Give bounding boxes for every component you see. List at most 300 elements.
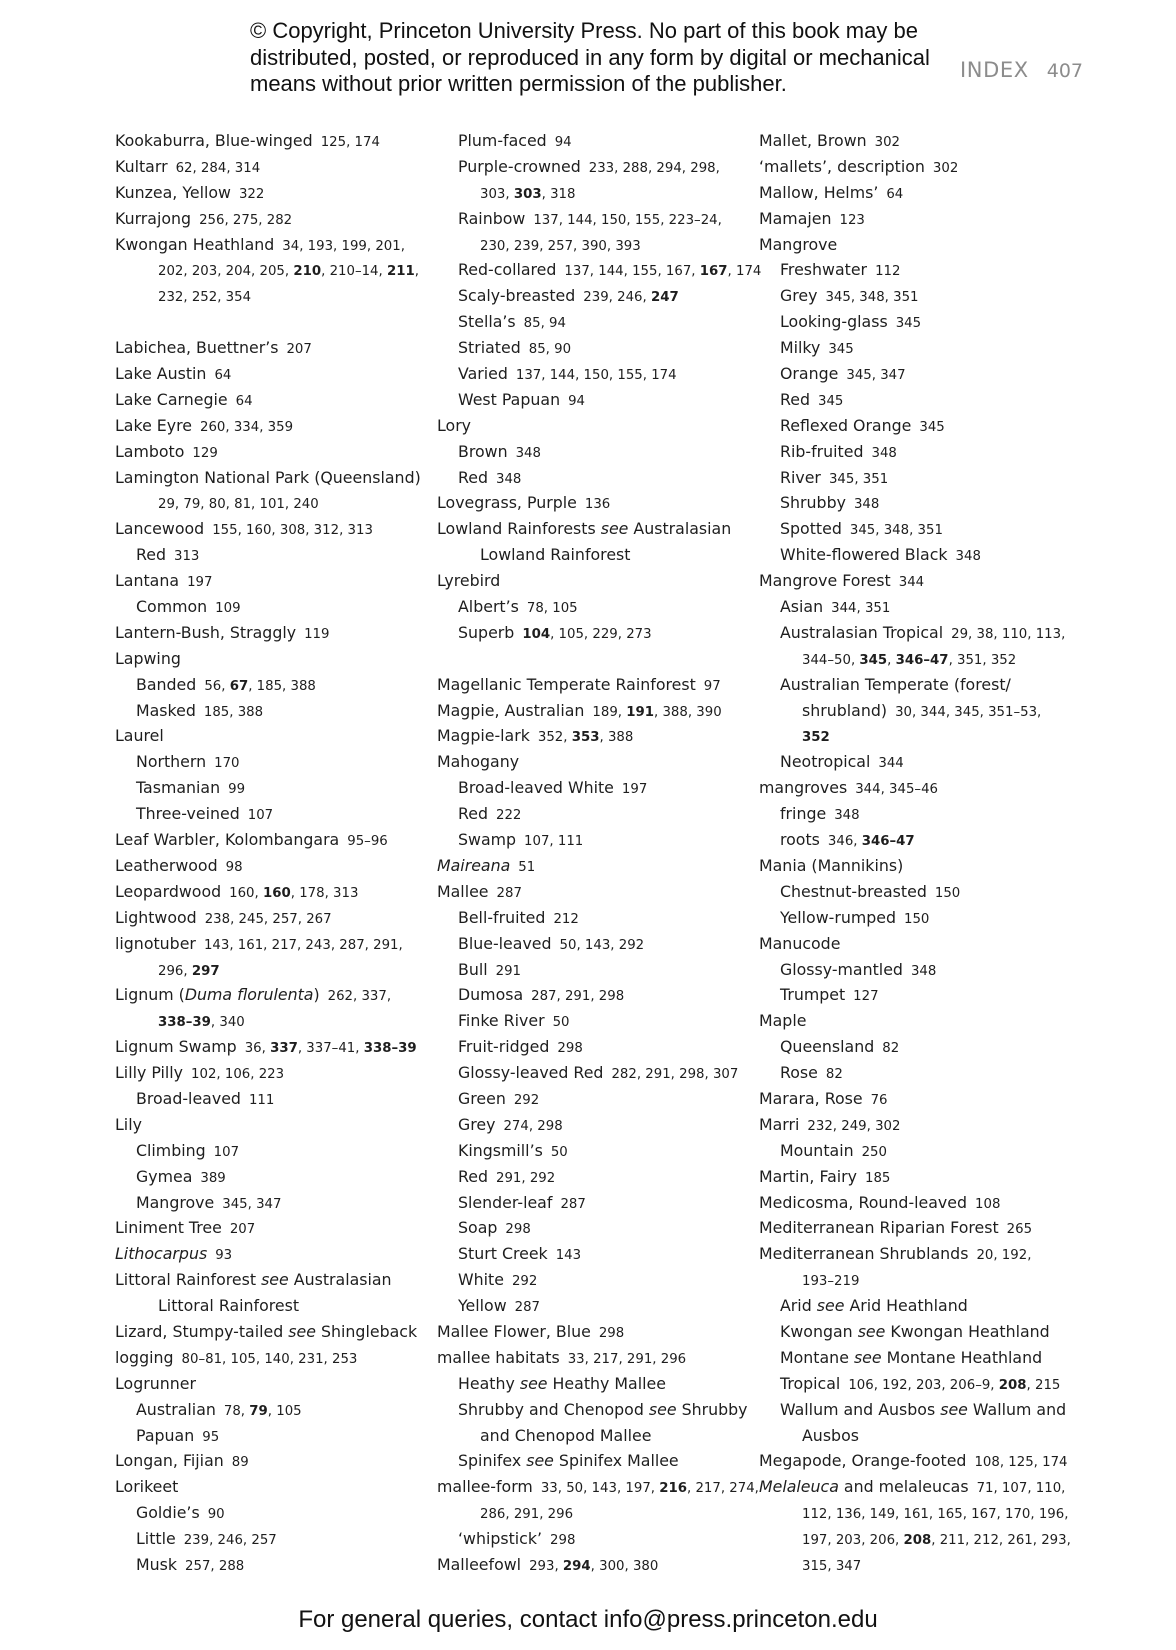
copyright-line: distributed, posted, or reproduced in any form by digital or mechanical [250, 44, 930, 70]
index-entry [437, 516, 767, 542]
index-continuation [437, 542, 767, 568]
index-subentry [759, 620, 1089, 646]
index-term: Musk [136, 1554, 178, 1574]
index-subentry [437, 775, 767, 801]
page-references: 197 [187, 575, 213, 591]
page-references: 185, 388 [203, 704, 264, 720]
index-subentry [115, 1500, 445, 1526]
index-term: Superb [458, 622, 515, 642]
page-references: 222 [496, 808, 522, 824]
page-references: 265 [1006, 1222, 1033, 1238]
page-references: 78, 79, 105 [223, 1403, 302, 1419]
index-entry [115, 387, 445, 413]
index-term: Brown [458, 441, 508, 461]
index-term: Climbing [136, 1140, 206, 1160]
page-references: 197 [621, 782, 648, 798]
index-term: Scaly-breasted [458, 286, 576, 306]
index-subentry [437, 439, 767, 465]
index-term: Lowland Rainforests see Australasian [437, 519, 732, 539]
index-term: Maple [759, 1011, 807, 1031]
index-entry [115, 1474, 445, 1500]
page-references: 64 [235, 393, 253, 409]
index-entry [115, 646, 445, 672]
index-subentry [115, 801, 445, 827]
page-references: 56, 67, 185, 388 [204, 678, 316, 694]
index-term: Liniment Tree [115, 1218, 222, 1238]
index-entry [115, 568, 445, 594]
index-term: Medicosma, Round-leaved [759, 1192, 968, 1212]
index-term: Lantana [115, 571, 180, 591]
index-continuation [759, 1500, 1089, 1526]
index-term: Green [458, 1088, 506, 1108]
index-entry [115, 620, 445, 646]
page-references: 150 [934, 885, 961, 901]
index-term: Arid see Arid Heathland [780, 1296, 968, 1316]
index-term: Melaleuca and melaleucas [759, 1477, 969, 1497]
index-entry [759, 1086, 1089, 1112]
index-continuation [759, 646, 1089, 672]
index-entry [115, 465, 445, 491]
index-subentry [759, 283, 1089, 309]
page-references: 82 [825, 1067, 843, 1083]
index-term: Tropical [780, 1373, 841, 1393]
page-references: 292 [513, 1092, 540, 1108]
index-subentry [437, 309, 767, 335]
index-subentry [437, 1526, 767, 1552]
index-term: Lithocarpus [115, 1244, 208, 1264]
page-references: 348 [955, 549, 981, 565]
page-references: 345 [818, 393, 844, 409]
page-references: 293, 294, 300, 380 [529, 1558, 659, 1574]
index-term: ‘mallets’, description [759, 156, 925, 176]
page-references: 94 [568, 393, 586, 409]
index-subentry [759, 1034, 1089, 1060]
index-term: Lake Eyre [115, 415, 193, 435]
index-subentry [759, 361, 1089, 387]
index-subentry [759, 1345, 1089, 1371]
index-entry [115, 931, 445, 957]
page-references: 256, 275, 282 [199, 212, 293, 228]
index-subentry [437, 1190, 767, 1216]
index-entry [759, 206, 1089, 232]
index-term: Leatherwood [115, 855, 218, 875]
index-entry [759, 1448, 1089, 1474]
index-term: Magpie-lark [437, 726, 530, 746]
index-term: Red [136, 545, 167, 565]
index-term: Logrunner [115, 1373, 196, 1393]
index-entry [759, 1164, 1089, 1190]
page-references: 302 [874, 135, 901, 150]
page-references: 207 [229, 1222, 256, 1238]
page-references: 98 [225, 859, 243, 875]
page-references: 345, 351 [828, 471, 889, 487]
index-entry [115, 853, 445, 879]
index-subentry [437, 361, 767, 387]
page-references: 20, 192, [976, 1248, 1032, 1264]
page-references: 291, 292 [496, 1170, 556, 1186]
page-references: 315, 347 [802, 1558, 862, 1574]
index-entry [437, 490, 767, 516]
page-references: 348 [871, 445, 897, 461]
index-term: Banded [136, 674, 197, 694]
index-subentry [437, 594, 767, 620]
index-term: mangroves [759, 778, 848, 798]
index-continuation [437, 1423, 767, 1449]
index-term: Australian [136, 1399, 216, 1419]
index-subentry [437, 206, 767, 232]
page-references: 298 [505, 1222, 531, 1238]
index-term: Lilly Pilly [115, 1063, 184, 1083]
page-references: 348 [515, 445, 541, 461]
index-entry [437, 698, 767, 724]
index-term: Kwongan see Kwongan Heathland [780, 1321, 1050, 1341]
index-term: Lily [115, 1114, 142, 1134]
index-subentry [115, 775, 445, 801]
index-term: Littoral Rainforest [158, 1296, 300, 1316]
index-term: Tasmanian [136, 778, 221, 798]
page-references: 95 [202, 1429, 220, 1445]
index-subentry [437, 1371, 767, 1397]
page-references: 344–50, 345, 346–47, 351, 352 [802, 652, 1017, 668]
page-references: 344, 351 [831, 601, 891, 617]
index-subentry [437, 257, 767, 283]
index-term: Glossy-mantled [780, 959, 903, 979]
index-subentry [437, 154, 767, 180]
index-subentry [437, 128, 767, 154]
index-term: Finke River [458, 1011, 545, 1031]
index-entry [115, 335, 445, 361]
index-subentry [759, 982, 1089, 1008]
index-subentry [437, 1267, 767, 1293]
index-term: Wallum and Ausbos see Wallum and [780, 1399, 1067, 1419]
page-references: 313 [174, 549, 200, 565]
index-entry [115, 1060, 445, 1086]
page-references: 287 [560, 1196, 586, 1212]
index-subentry [759, 335, 1089, 361]
page-references: 344, 345–46 [855, 782, 938, 798]
page-number: 407 [1046, 60, 1083, 82]
page-references: 29, 79, 80, 81, 101, 240 [158, 497, 319, 513]
index-continuation [115, 1008, 445, 1034]
index-entry [115, 361, 445, 387]
index-entry [115, 439, 445, 465]
index-subentry [759, 1397, 1089, 1423]
page-references: 344 [878, 756, 904, 772]
index-term: Lantern-Bush, Straggly [115, 622, 297, 642]
page-references: 298 [598, 1325, 625, 1341]
index-term: and Chenopod Mallee [480, 1425, 652, 1445]
index-column-left [115, 128, 445, 1578]
page-references: 193–219 [802, 1274, 860, 1290]
page-references: 348 [853, 497, 880, 513]
index-term: Soap [458, 1218, 498, 1238]
page-references: 292 [511, 1274, 538, 1290]
index-entry [759, 1112, 1089, 1138]
index-subentry [437, 957, 767, 983]
index-subentry [759, 827, 1089, 853]
copyright-line: means without prior written permission of the publisher. [250, 71, 787, 96]
index-term: Lyrebird [437, 571, 501, 591]
page-references: 189, 191, 388, 390 [592, 704, 722, 720]
index-term: Reflexed Orange [780, 415, 912, 435]
page-references: 296, 297 [158, 963, 220, 979]
index-term: Little [136, 1529, 176, 1549]
page-references: 348 [496, 471, 522, 487]
index-entry [115, 516, 445, 542]
page-references: 143 [555, 1248, 582, 1264]
index-subentry [759, 490, 1089, 516]
index-entry [115, 413, 445, 439]
index-term: Bull [458, 959, 488, 979]
index-subentry [759, 1138, 1089, 1164]
index-entry [115, 1345, 445, 1371]
page-references: 82 [882, 1041, 900, 1057]
page-references: 239, 246, 257 [183, 1533, 277, 1549]
page-references: 137, 144, 150, 155, 223–24, [533, 212, 722, 228]
page-references: 125, 174 [320, 135, 380, 150]
index-term: Swamp [458, 830, 517, 850]
index-term: Mediterranean Riparian Forest [759, 1218, 999, 1238]
index-subentry [759, 439, 1089, 465]
index-continuation [759, 1552, 1089, 1578]
index-term: Lignum (Duma florulenta) [115, 985, 320, 1005]
page-references: 64 [886, 186, 904, 202]
page-references: 85, 90 [528, 342, 572, 358]
index-entry [115, 128, 445, 154]
copyright-line: © Copyright, Princeton University Press. No part of this book may be [250, 18, 918, 43]
index-term: White-flowered Black [780, 545, 948, 565]
index-term: White [458, 1270, 504, 1290]
copyright-notice [250, 18, 950, 98]
page-references: 287 [514, 1300, 541, 1316]
index-term: Lamboto [115, 441, 185, 461]
index-subentry [115, 542, 445, 568]
index-term: Lancewood [115, 519, 205, 539]
letter-gap [437, 646, 767, 672]
index-term: Yellow [458, 1296, 507, 1316]
index-subentry [115, 1190, 445, 1216]
index-term: Mallee Flower, Blue [437, 1321, 591, 1341]
index-term: Grey [458, 1114, 496, 1134]
index-subentry [115, 1552, 445, 1578]
page-references: 136 [584, 497, 611, 513]
index-term: Trumpet [780, 985, 846, 1005]
index-entry [437, 1345, 767, 1371]
index-entry [759, 154, 1089, 180]
index-term: Lake Austin [115, 364, 207, 384]
page-references: 90 [207, 1507, 225, 1523]
page-references: 345 [895, 316, 922, 332]
index-entry [437, 853, 767, 879]
index-term: Fruit-ridged [458, 1037, 550, 1057]
index-term: Mamajen [759, 208, 832, 228]
index-entry [759, 232, 1089, 258]
index-subentry [437, 1034, 767, 1060]
page-references: 93 [215, 1248, 233, 1264]
index-subentry [115, 1397, 445, 1423]
index-subentry [115, 1086, 445, 1112]
page-references: 50 [550, 1144, 568, 1160]
page-references: 108 [975, 1196, 1001, 1212]
index-term: Lizard, Stumpy-tailed see Shingleback [115, 1321, 418, 1341]
index-entry [759, 568, 1089, 594]
page-references: 286, 291, 296 [480, 1507, 574, 1523]
index-term: Yellow-rumped [780, 907, 897, 927]
index-subentry [759, 1060, 1089, 1086]
index-subentry [115, 1138, 445, 1164]
index-term: Three-veined [136, 804, 240, 824]
page-references: 112, 136, 149, 161, 165, 167, 170, 196, [802, 1507, 1069, 1523]
index-continuation [759, 723, 1089, 749]
index-term: Lovegrass, Purple [437, 493, 577, 513]
index-term: Mallow, Helms’ [759, 182, 879, 202]
page-references: 185 [865, 1170, 891, 1186]
page-references: 36, 337, 337–41, 338–39 [244, 1041, 417, 1057]
page-references: 108, 125, 174 [974, 1455, 1068, 1471]
page-references: 107 [247, 808, 274, 824]
index-term: Blue-leaved [458, 933, 552, 953]
index-continuation [115, 957, 445, 983]
index-term: Megapode, Orange-footed [759, 1451, 967, 1471]
index-term: Lignum Swamp [115, 1037, 237, 1057]
index-subentry [759, 879, 1089, 905]
index-entry [115, 982, 445, 1008]
index-subentry [437, 1448, 767, 1474]
index-entry [759, 180, 1089, 206]
index-term: Milky [780, 338, 821, 358]
index-term: Rose [780, 1063, 818, 1083]
index-term: mallee-form [437, 1477, 533, 1497]
index-subentry [759, 387, 1089, 413]
index-entry [115, 723, 445, 749]
page-references: 34, 193, 199, 201, [282, 238, 405, 254]
index-entry [759, 931, 1089, 957]
contact-footer: For general queries, contact info@press.princeton.edu [298, 1606, 878, 1633]
index-term: Sturt Creek [458, 1244, 548, 1264]
index-subentry [759, 905, 1089, 931]
index-term: logging [115, 1347, 174, 1367]
page-references: 71, 107, 110, [976, 1481, 1066, 1497]
index-term: Mediterranean Shrublands [759, 1244, 969, 1264]
page-references: 230, 239, 257, 390, 393 [480, 238, 641, 254]
index-term: Mallee [437, 881, 489, 901]
index-term: Masked [136, 700, 196, 720]
index-term: Montane see Montane Heathland [780, 1347, 1043, 1367]
index-entry [759, 1241, 1089, 1267]
index-continuation [437, 232, 767, 258]
index-term: ‘whipstick’ [458, 1529, 543, 1549]
index-subentry [115, 749, 445, 775]
page-references: 104, 105, 229, 273 [522, 626, 652, 642]
index-subentry [437, 1293, 767, 1319]
index-term: Littoral Rainforest see Australasian [115, 1270, 392, 1290]
index-entry [115, 905, 445, 931]
index-term: Kurrajong [115, 208, 192, 228]
index-subentry [759, 465, 1089, 491]
page-references: 238, 245, 257, 267 [204, 911, 332, 927]
index-term: Kwongan Heathland [115, 234, 275, 254]
index-term: Mahogany [437, 752, 520, 772]
index-term: Mallet, Brown [759, 131, 867, 150]
page-references: 207 [286, 342, 312, 358]
index-entry [437, 568, 767, 594]
index-subentry [759, 257, 1089, 283]
index-entry [115, 879, 445, 905]
index-entry [437, 1474, 767, 1500]
index-entry [115, 1319, 445, 1345]
index-subentry [115, 1423, 445, 1449]
page-references: 232, 249, 302 [807, 1118, 901, 1134]
index-entry [115, 1371, 445, 1397]
index-term: Kunzea, Yellow [115, 182, 231, 202]
page-references: 250 [861, 1144, 887, 1160]
page-references: 106, 192, 203, 206–9, 208, 215 [848, 1377, 1061, 1393]
index-subentry [759, 1319, 1089, 1345]
index-term: Heathy see Heathy Mallee [458, 1373, 666, 1393]
index-entry [115, 206, 445, 232]
index-term: Looking-glass [780, 312, 888, 332]
index-subentry [437, 1215, 767, 1241]
index-term: Australasian Tropical [780, 622, 944, 642]
page-references: 127 [853, 989, 879, 1005]
index-term: Rib-fruited [780, 441, 864, 461]
index-subentry [759, 672, 1089, 698]
index-subentry [759, 309, 1089, 335]
page-references: 94 [554, 135, 572, 150]
index-term: Red [458, 467, 489, 487]
index-term: Shrubby and Chenopod see Shrubby [458, 1399, 748, 1419]
page-references: 85, 94 [523, 316, 566, 332]
index-entry [437, 672, 767, 698]
index-term: Longan, Fijian [115, 1451, 224, 1471]
page-references: 111 [248, 1092, 275, 1108]
index-term: Lorikeet [115, 1477, 179, 1497]
index-subentry [437, 1138, 767, 1164]
index-term: Leopardwood [115, 881, 222, 901]
index-continuation [759, 698, 1089, 724]
page-references: 274, 298 [503, 1118, 563, 1134]
index-subentry [115, 672, 445, 698]
index-continuation [115, 283, 445, 309]
index-continuation [759, 1267, 1089, 1293]
page-references: 80–81, 105, 140, 231, 253 [181, 1351, 358, 1367]
index-term: Spotted [780, 519, 842, 539]
page-references: 109 [215, 601, 241, 617]
index-entry [115, 1112, 445, 1138]
index-entry [437, 413, 767, 439]
index-term: Lowland Rainforest [480, 545, 631, 565]
page-references: 232, 252, 354 [158, 290, 252, 306]
page-references: 33, 217, 291, 296 [567, 1351, 687, 1367]
index-continuation [759, 1423, 1089, 1449]
index-entry [759, 853, 1089, 879]
page-references: 233, 288, 294, 298, [588, 160, 720, 176]
page-references: 64 [214, 368, 232, 384]
page-references: 50 [552, 1015, 570, 1031]
page-references: 389 [200, 1170, 226, 1186]
index-entry [759, 128, 1089, 154]
index-entry [759, 775, 1089, 801]
index-term: Kookaburra, Blue-winged [115, 131, 313, 150]
page-references: 170 [214, 756, 240, 772]
page-references: 155, 160, 308, 312, 313 [212, 523, 373, 539]
index-subentry [437, 620, 767, 646]
index-subentry [437, 827, 767, 853]
index-term: Lake Carnegie [115, 389, 228, 409]
index-subentry [759, 957, 1089, 983]
index-term: Maireana [437, 855, 511, 875]
index-term: Striated [458, 338, 521, 358]
